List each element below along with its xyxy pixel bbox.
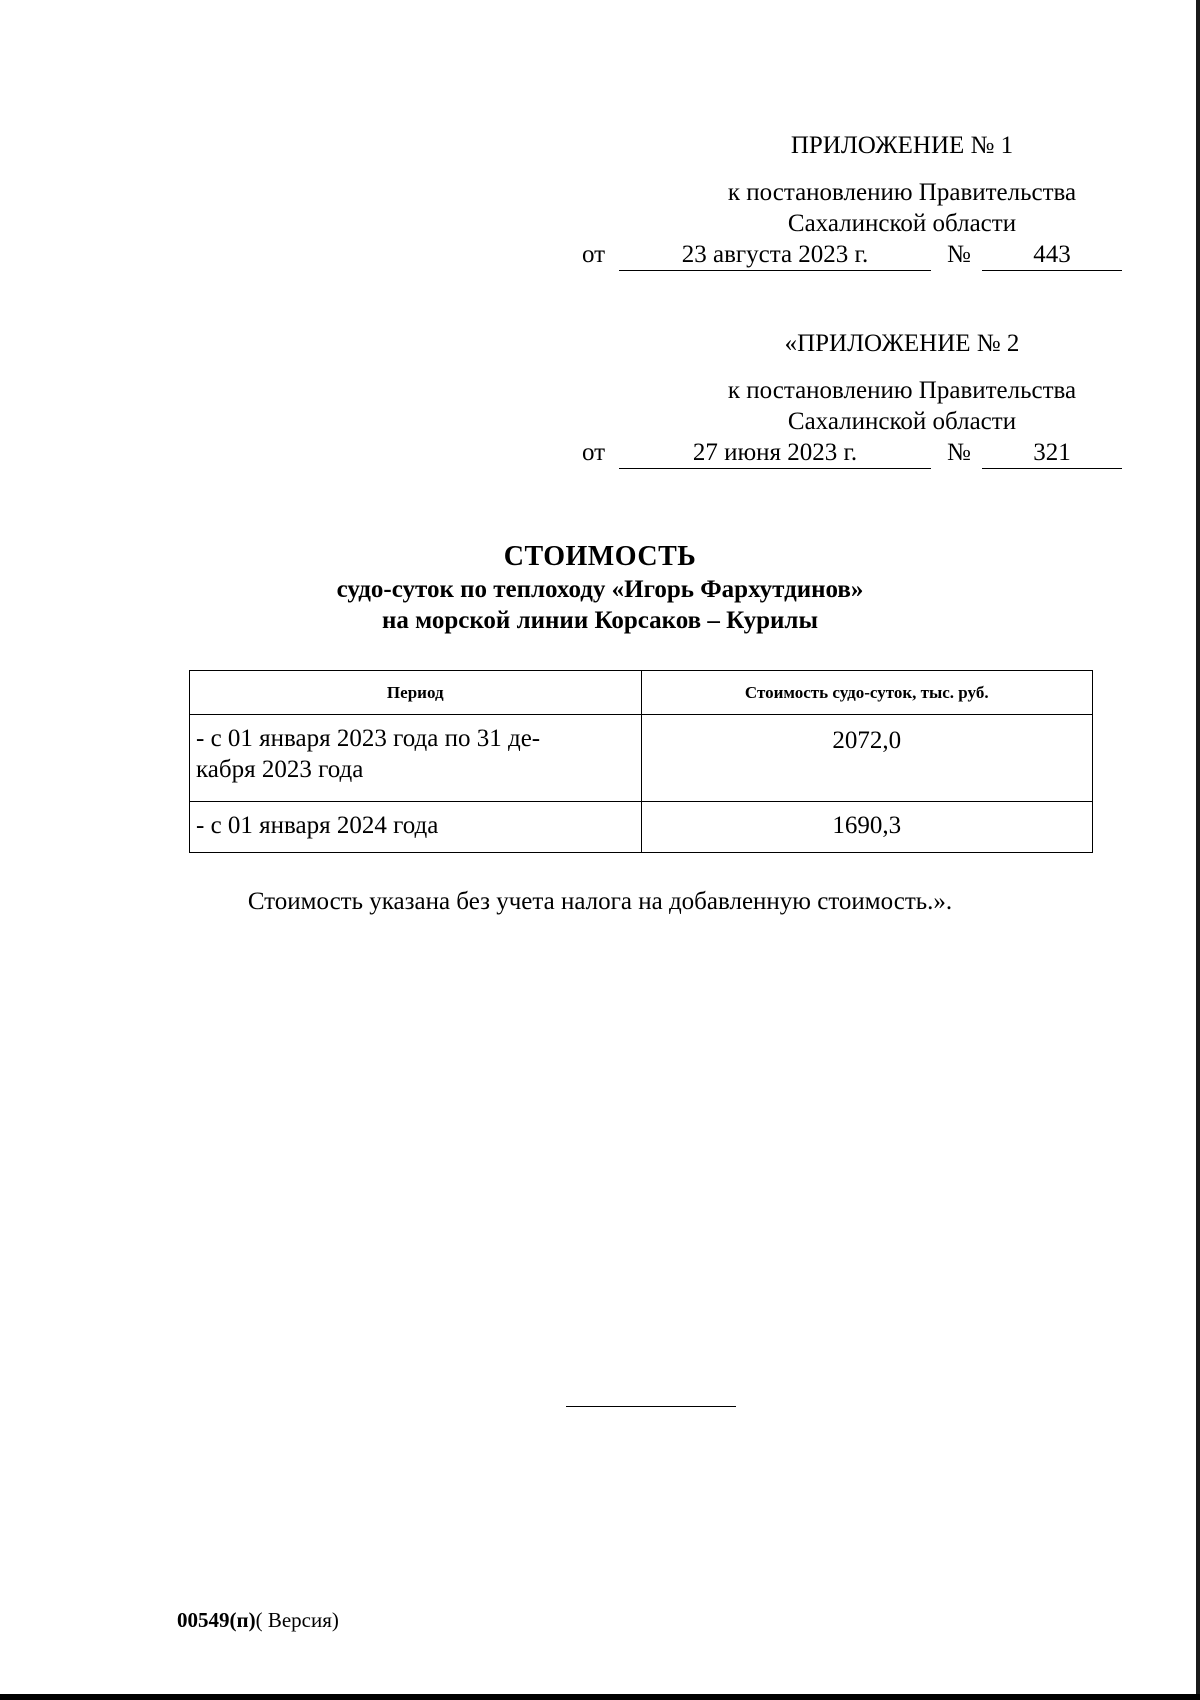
document-code [177, 1608, 339, 1633]
document-title: СТОИМОСТЬ [503, 541, 697, 572]
table-header-row [190, 671, 1093, 715]
period-text-line-1: - с 01 января 2024 года [196, 812, 439, 839]
appendix-1-title: ПРИЛОЖЕНИЕ № 1 [790, 132, 1014, 159]
number-sign: № [947, 241, 971, 268]
appendix-2-line-1: к постановлению Правительства [727, 377, 1077, 404]
period-text-line-2: кабря 2023 года [196, 756, 364, 783]
scan-edge-bottom [0, 1694, 1200, 1700]
appendix-2-number: 321 [982, 437, 1122, 469]
period-cell [190, 715, 642, 802]
appendix-2-date-row [582, 437, 1142, 471]
appendix-1-number: 443 [982, 239, 1122, 271]
table-row [190, 715, 1093, 802]
appendix-1-date-row [582, 239, 1142, 273]
appendix-1-date: 23 августа 2023 г. [619, 239, 931, 271]
appendix-1-line-2: Сахалинской области [787, 210, 1017, 237]
document-title-block [0, 540, 1200, 636]
end-separator-line [566, 1406, 736, 1407]
cost-cell: 1690,3 [641, 802, 1093, 853]
number-sign: № [947, 439, 971, 466]
cost-table [189, 670, 1093, 853]
appendix-1-line-1: к постановлению Правительства [727, 179, 1077, 206]
scan-edge-right [1196, 0, 1200, 1700]
from-label: от [582, 439, 606, 466]
document-code-version: ( Версия) [255, 1608, 339, 1632]
document-subtitle-2: на морской линии Корсаков – Курилы [382, 607, 818, 634]
column-header-cost: Стоимость судо-суток, тыс. руб. [641, 671, 1093, 715]
from-label: от [582, 241, 606, 268]
period-text-line-1: - с 01 января 2023 года по 31 де- [196, 725, 541, 752]
column-header-period: Период [190, 671, 642, 715]
appendix-2-block [582, 328, 1142, 471]
table-row [190, 802, 1093, 853]
appendix-1-block [582, 130, 1142, 273]
appendix-2-title: «ПРИЛОЖЕНИЕ № 2 [784, 330, 1020, 357]
period-cell [190, 802, 642, 853]
appendix-2-date: 27 июня 2023 г. [619, 437, 931, 469]
document-code-number: 00549(п) [177, 1608, 256, 1632]
vat-note: Стоимость указана без учета налога на добавленную стоимость.». [247, 888, 953, 915]
cost-cell: 2072,0 [641, 715, 1093, 802]
appendix-2-line-2: Сахалинской области [787, 408, 1017, 435]
document-subtitle-1: судо-суток по теплоходу «Игорь Фархутдинов» [336, 576, 864, 603]
